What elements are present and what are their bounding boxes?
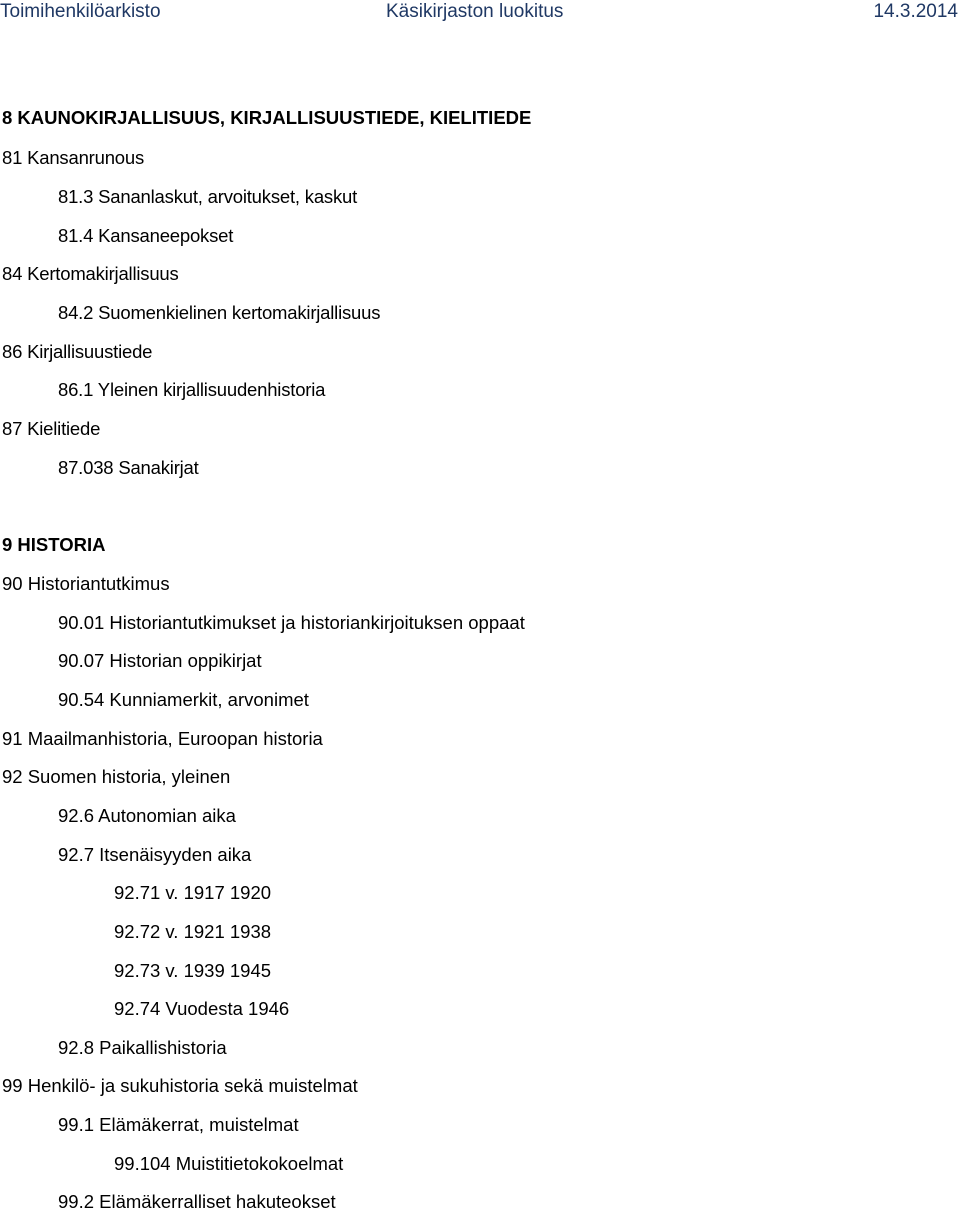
class-item: 90.07 Historian oppikirjat [58,650,262,671]
class-item: 90.54 Kunniamerkit, arvonimet [58,689,309,710]
class-item: 99.104 Muistitietokokoelmat [114,1153,344,1174]
class-item: 92.6 Autonomian aika [58,805,236,826]
class-item: 87.038 Sanakirjat [58,457,199,478]
page-header [0,0,960,36]
class-item: 92.8 Paikallishistoria [58,1037,227,1058]
class-item: 81.4 Kansaneepokset [58,225,234,246]
class-item: 86.1 Yleinen kirjallisuudenhistoria [58,379,326,400]
header-date: 14.3.2014 [873,1,958,22]
class-item: 86 Kirjallisuustiede [2,341,153,362]
class-item: 92 Suomen historia, yleinen [2,766,231,787]
class-item: 92.7 Itsenäisyyden aika [58,844,252,865]
class-item: 92.71 v. 1917 1920 [114,882,272,903]
class-item: 87 Kielitiede [2,418,101,439]
class-item: 92.74 Vuodesta 1946 [114,998,290,1019]
class-item: 90.01 Historiantutkimukset ja historiankirjoituksen oppaat [58,612,525,633]
class-item: 81.3 Sananlaskut, arvoitukset, kaskut [58,186,358,207]
class-item: 91 Maailmanhistoria, Euroopan historia [2,728,323,749]
section-heading-8: 8 KAUNOKIRJALLISUUS, KIRJALLISUUSTIEDE, KIELITIEDE [2,107,532,128]
class-item: 92.73 v. 1939 1945 [114,960,272,981]
class-item: 99.1 Elämäkerrat, muistelmat [58,1114,299,1135]
class-item: 99 Henkilö- ja sukuhistoria sekä muistelmat [2,1075,358,1096]
class-item: 90 Historiantutkimus [2,573,170,594]
header-left: Toimihenkilöarkisto [0,1,161,22]
class-item: 84.2 Suomenkielinen kertomakirjallisuus [58,302,381,323]
class-item: 92.72 v. 1921 1938 [114,921,272,942]
header-center: Käsikirjaston luokitus [386,1,564,22]
section-heading-9: 9 HISTORIA [2,534,106,555]
class-item: 81 Kansanrunous [2,147,145,168]
class-item: 84 Kertomakirjallisuus [2,263,179,284]
class-item: 99.2 Elämäkerralliset hakuteokset [58,1191,336,1212]
